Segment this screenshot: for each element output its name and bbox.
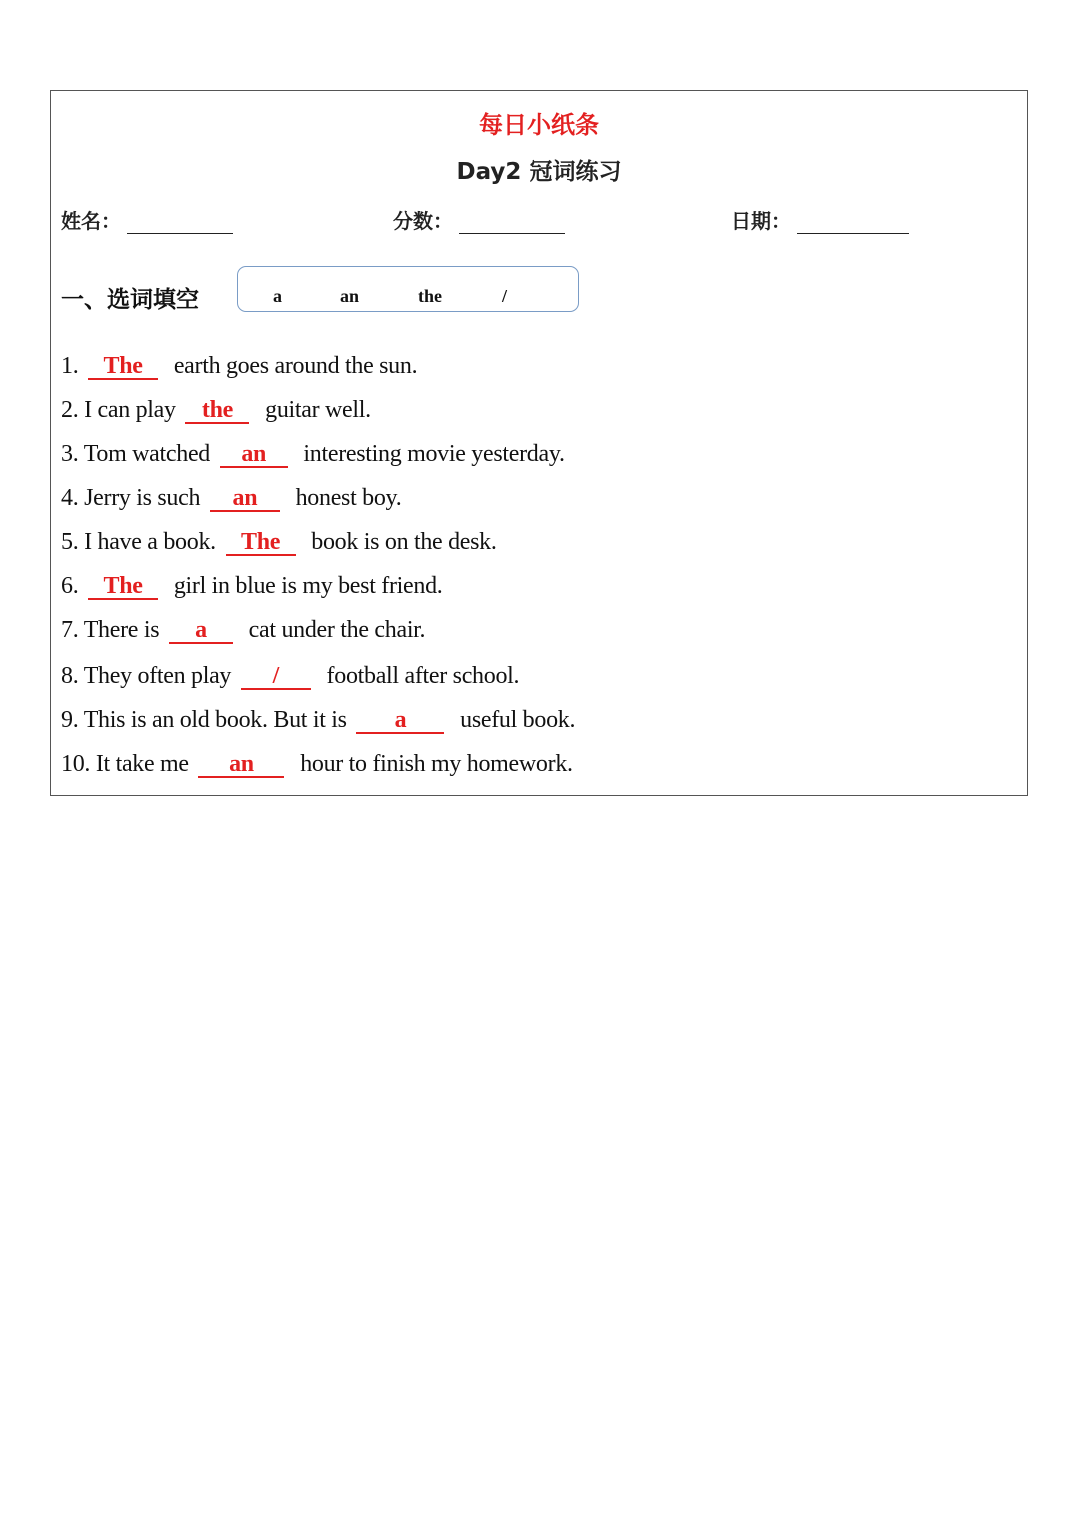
answer-blank[interactable]: an	[210, 486, 280, 512]
score-blank-line[interactable]	[459, 213, 565, 234]
worksheet-subtitle: Day2 冠词练习	[456, 159, 622, 185]
question-text-after: useful book.	[460, 707, 576, 733]
answer-blank[interactable]: the	[185, 398, 249, 424]
question-1	[61, 353, 417, 380]
question-2	[61, 397, 371, 424]
question-7	[61, 617, 425, 644]
word-option: /	[502, 286, 508, 306]
answer-blank[interactable]: The	[88, 354, 158, 380]
question-number: 3.	[61, 441, 79, 467]
question-10	[61, 751, 573, 778]
question-text-before: This is an old book. But it is	[83, 707, 347, 733]
question-number: 6.	[61, 573, 79, 599]
question-6	[61, 573, 442, 600]
name-blank-line[interactable]	[127, 213, 233, 234]
question-number: 8.	[61, 663, 79, 689]
question-text-before: There is	[83, 617, 160, 643]
question-text-after: cat under the chair.	[248, 617, 426, 643]
name-label: 姓名：	[61, 209, 121, 233]
section-heading: 一、选词填空	[61, 287, 199, 313]
name-field	[61, 205, 233, 234]
question-text-after: guitar well.	[265, 397, 371, 423]
question-text-after: girl in blue is my best friend.	[173, 573, 443, 599]
question-number: 2.	[61, 397, 79, 423]
date-field	[731, 205, 909, 234]
question-text-before: It take me	[95, 751, 189, 777]
question-9	[61, 707, 575, 734]
worksheet-title: 每日小纸条	[479, 111, 599, 139]
answer-blank[interactable]: /	[241, 664, 311, 690]
date-label: 日期：	[731, 209, 791, 233]
question-number: 9.	[61, 707, 79, 733]
question-number: 7.	[61, 617, 79, 643]
question-4	[61, 485, 401, 512]
question-text-after: hour to finish my homework.	[300, 751, 573, 777]
question-number: 10.	[61, 751, 91, 777]
answer-blank[interactable]: a	[169, 618, 233, 644]
answer-blank[interactable]: an	[198, 752, 284, 778]
question-8	[61, 663, 519, 690]
question-text-after: football after school.	[326, 663, 520, 689]
question-text-after: honest boy.	[295, 485, 402, 511]
score-label: 分数：	[393, 209, 453, 233]
score-field	[393, 205, 565, 234]
question-text-after: earth goes around the sun.	[173, 353, 418, 379]
question-text-before: I can play	[84, 397, 176, 423]
question-text-before: I have a book.	[84, 529, 216, 555]
answer-blank[interactable]: a	[356, 708, 444, 734]
question-number: 4.	[61, 485, 79, 511]
question-text-after: book is on the desk.	[311, 529, 497, 555]
word-option: a	[273, 286, 282, 306]
question-text-after: interesting movie yesterday.	[303, 441, 565, 467]
question-text-before: They often play	[83, 663, 232, 689]
question-text-before: Jerry is such	[84, 485, 201, 511]
word-bank-box	[237, 266, 579, 312]
question-5	[61, 529, 497, 556]
word-option: the	[418, 286, 442, 306]
answer-blank[interactable]: an	[220, 442, 288, 468]
question-number: 5.	[61, 529, 79, 555]
question-text-before: Tom watched	[83, 441, 210, 467]
answer-blank[interactable]: The	[226, 530, 296, 556]
word-option: an	[340, 286, 360, 306]
question-number: 1.	[61, 353, 79, 379]
date-blank-line[interactable]	[797, 213, 909, 234]
worksheet	[50, 90, 1028, 796]
answer-blank[interactable]: The	[88, 574, 158, 600]
question-3	[61, 441, 565, 468]
